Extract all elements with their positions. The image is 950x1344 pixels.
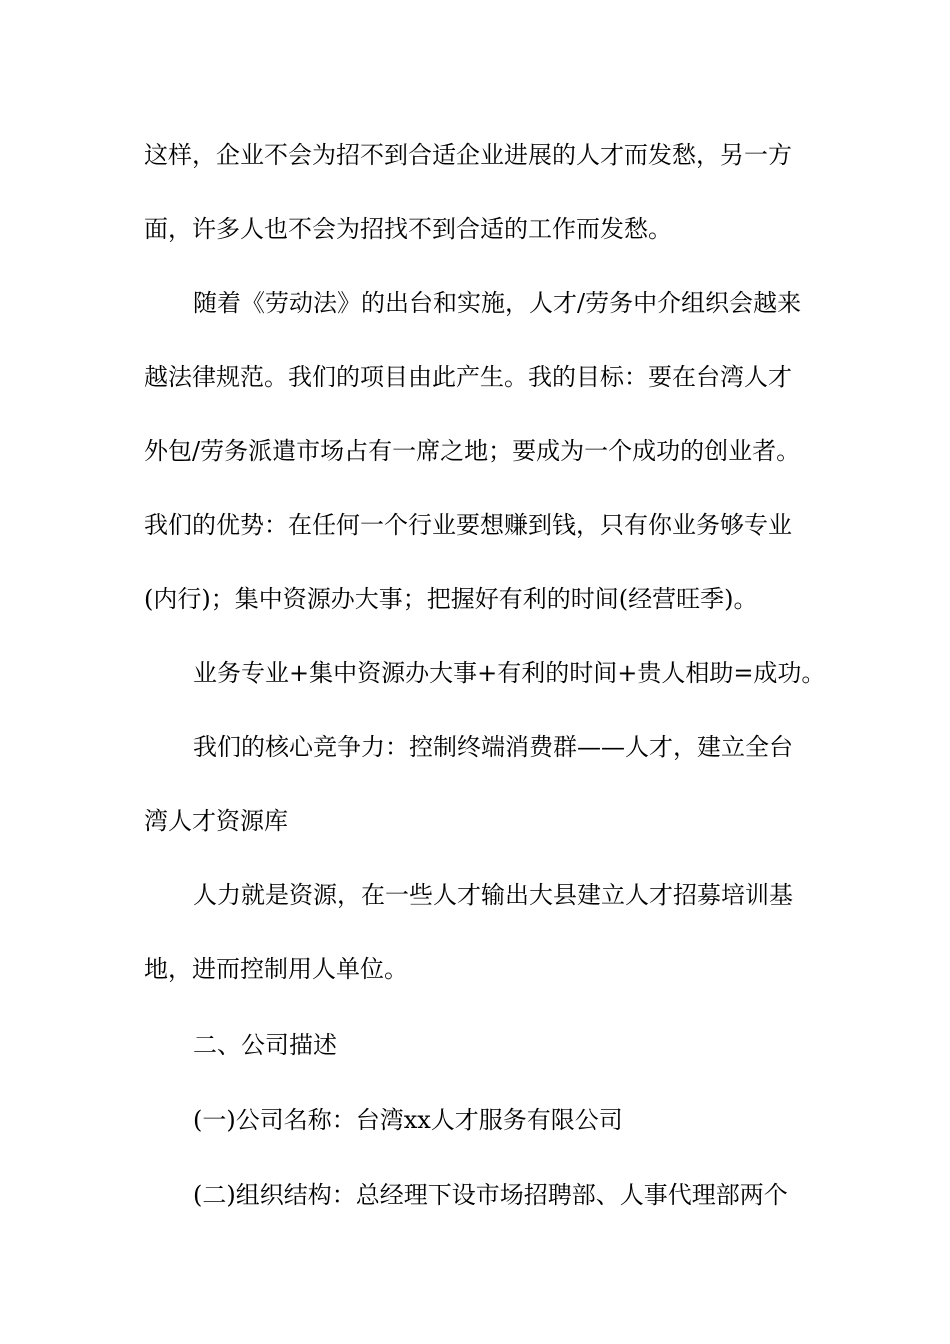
text-line: 越法律规范。我们的项目由此产生。我的目标：要在台湾人才: [144, 363, 792, 391]
text-line: 我们的核心竞争力：控制终端消费群——人才，建立全台: [193, 733, 793, 761]
text-line: 随着《劳动法》的出台和实施，人才/劳务中介组织会越来: [193, 289, 802, 317]
text-line: (内行)；集中资源办大事；把握好有利的时间(经营旺季)。: [144, 585, 758, 613]
text-line: 我们的优势：在任何一个行业要想赚到钱，只有你业务够专业: [144, 511, 792, 539]
text-line: 面，许多人也不会为招找不到合适的工作而发愁。: [144, 215, 672, 243]
text-line: 地，进而控制用人单位。: [144, 955, 408, 983]
text-line: (二)组织结构：总经理下设市场招聘部、人事代理部两个: [193, 1181, 788, 1209]
text-line: 这样，企业不会为招不到合适企业进展的人才而发愁，另一方: [144, 141, 792, 169]
text-line: 外包/劳务派遣市场占有一席之地；要成为一个成功的创业者。: [144, 437, 801, 465]
text-line: 人力就是资源，在一些人才输出大县建立人才招募培训基: [193, 881, 793, 909]
text-line: (一)公司名称：台湾xx人才服务有限公司: [193, 1106, 623, 1134]
section-heading: 二、公司描述: [193, 1031, 337, 1059]
text-line: 业务专业+集中资源办大事+有利的时间+贵人相助=成功。: [193, 659, 826, 687]
text-line: 湾人才资源库: [144, 807, 288, 835]
